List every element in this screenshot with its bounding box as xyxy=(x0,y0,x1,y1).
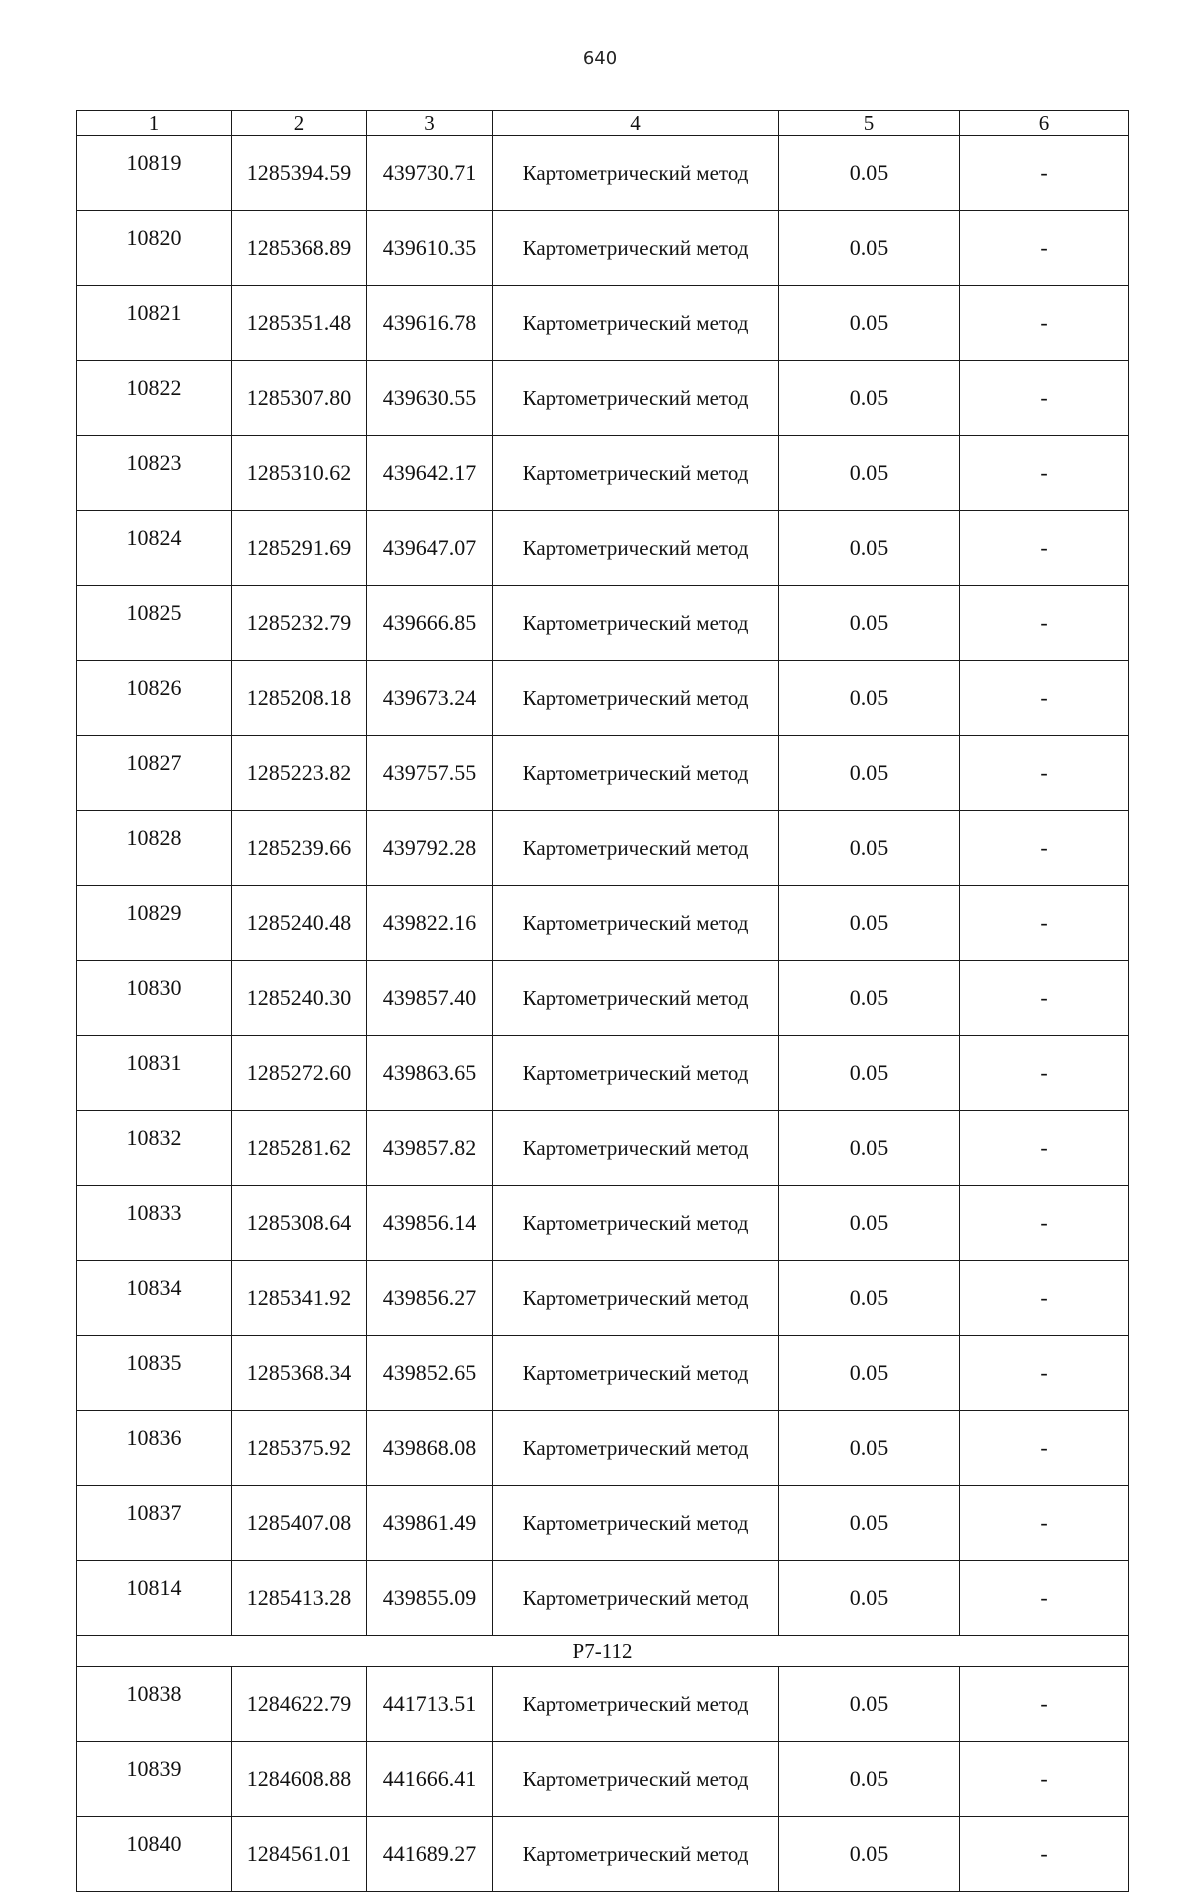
table-cell: 10839 xyxy=(77,1742,232,1817)
section-title-row xyxy=(77,1636,1129,1667)
table-cell: - xyxy=(960,1261,1129,1336)
table-cell: Картометрический метод xyxy=(493,661,779,736)
table-cell: 441689.27 xyxy=(367,1817,493,1892)
table-cell: Картометрический метод xyxy=(493,1111,779,1186)
table-cell: Картометрический метод xyxy=(493,1261,779,1336)
table-cell: - xyxy=(960,1036,1129,1111)
table-body xyxy=(77,111,1129,1892)
table-cell: 1285208.18 xyxy=(232,661,367,736)
table-row xyxy=(77,136,1129,211)
header-cell: 5 xyxy=(779,111,960,136)
table-row xyxy=(77,1561,1129,1636)
table-cell: 1285223.82 xyxy=(232,736,367,811)
table-cell: 439857.82 xyxy=(367,1111,493,1186)
table-cell: 10819 xyxy=(77,136,232,211)
table-cell: 0.05 xyxy=(779,1336,960,1411)
table-row xyxy=(77,1336,1129,1411)
table-cell: 1285413.28 xyxy=(232,1561,367,1636)
header-cell: 3 xyxy=(367,111,493,136)
table-cell: 10814 xyxy=(77,1561,232,1636)
table-cell: 10828 xyxy=(77,811,232,886)
page-number: 640 xyxy=(582,48,618,69)
table-cell: Картометрический метод xyxy=(493,136,779,211)
table-cell: 439863.65 xyxy=(367,1036,493,1111)
table-cell: 439610.35 xyxy=(367,211,493,286)
table-cell: - xyxy=(960,886,1129,961)
coordinates-table xyxy=(76,110,1129,1892)
table-cell: Картометрический метод xyxy=(493,436,779,511)
table-cell: 0.05 xyxy=(779,1561,960,1636)
table-row xyxy=(77,211,1129,286)
table-cell: 441713.51 xyxy=(367,1667,493,1742)
table-cell: 439822.16 xyxy=(367,886,493,961)
table-cell: 10820 xyxy=(77,211,232,286)
table-cell: 10829 xyxy=(77,886,232,961)
table-cell: 439630.55 xyxy=(367,361,493,436)
table-row xyxy=(77,1742,1129,1817)
table-cell: - xyxy=(960,511,1129,586)
table-cell: 1285281.62 xyxy=(232,1111,367,1186)
table-cell: 0.05 xyxy=(779,136,960,211)
table-cell: 1285368.34 xyxy=(232,1336,367,1411)
table-cell: Картометрический метод xyxy=(493,736,779,811)
table-cell: 1285240.48 xyxy=(232,886,367,961)
table-cell: 1284622.79 xyxy=(232,1667,367,1742)
table-cell: 439857.40 xyxy=(367,961,493,1036)
table-cell: 0.05 xyxy=(779,961,960,1036)
table-cell: - xyxy=(960,1742,1129,1817)
table-cell: - xyxy=(960,286,1129,361)
table-cell: Картометрический метод xyxy=(493,1411,779,1486)
table-cell: 1285341.92 xyxy=(232,1261,367,1336)
table-cell: - xyxy=(960,1111,1129,1186)
table-cell: 10825 xyxy=(77,586,232,661)
table-cell: Картометрический метод xyxy=(493,586,779,661)
table-cell: - xyxy=(960,1411,1129,1486)
table-cell: 10834 xyxy=(77,1261,232,1336)
table-cell: Картометрический метод xyxy=(493,1817,779,1892)
table-cell: 439616.78 xyxy=(367,286,493,361)
table-row xyxy=(77,1486,1129,1561)
table-cell: - xyxy=(960,586,1129,661)
table-cell: 0.05 xyxy=(779,436,960,511)
table-cell: 439647.07 xyxy=(367,511,493,586)
table-cell: 1285272.60 xyxy=(232,1036,367,1111)
header-cell: 2 xyxy=(232,111,367,136)
table-cell: 0.05 xyxy=(779,1742,960,1817)
table-row xyxy=(77,436,1129,511)
table-cell: - xyxy=(960,1817,1129,1892)
table-cell: 0.05 xyxy=(779,511,960,586)
table-cell: 0.05 xyxy=(779,1817,960,1892)
table-cell: 1285308.64 xyxy=(232,1186,367,1261)
table-cell: 10826 xyxy=(77,661,232,736)
table-cell: 10840 xyxy=(77,1817,232,1892)
table-cell: 1285310.62 xyxy=(232,436,367,511)
table-cell: Картометрический метод xyxy=(493,1186,779,1261)
table-row xyxy=(77,1411,1129,1486)
table-row xyxy=(77,961,1129,1036)
table-cell: Картометрический метод xyxy=(493,286,779,361)
table-cell: 10835 xyxy=(77,1336,232,1411)
table-row xyxy=(77,361,1129,436)
table-cell: 0.05 xyxy=(779,1261,960,1336)
table-cell: 0.05 xyxy=(779,886,960,961)
header-cell: 4 xyxy=(493,111,779,136)
header-cell: 1 xyxy=(77,111,232,136)
table-cell: Картометрический метод xyxy=(493,1742,779,1817)
table-cell: 10830 xyxy=(77,961,232,1036)
table-cell: - xyxy=(960,1667,1129,1742)
table-cell: Картометрический метод xyxy=(493,1336,779,1411)
table-cell: 439642.17 xyxy=(367,436,493,511)
table-cell: 0.05 xyxy=(779,361,960,436)
table-cell: - xyxy=(960,136,1129,211)
table-row xyxy=(77,1261,1129,1336)
table-cell: 1285351.48 xyxy=(232,286,367,361)
table-cell: 1284608.88 xyxy=(232,1742,367,1817)
table-cell: 1285375.92 xyxy=(232,1411,367,1486)
table-cell: - xyxy=(960,811,1129,886)
table-cell: 10838 xyxy=(77,1667,232,1742)
table-cell: Картометрический метод xyxy=(493,511,779,586)
section-title: Р7-112 xyxy=(77,1636,1129,1667)
table-cell: - xyxy=(960,361,1129,436)
table-row xyxy=(77,1186,1129,1261)
table-cell: Картометрический метод xyxy=(493,1561,779,1636)
table-cell: 10822 xyxy=(77,361,232,436)
table-cell: - xyxy=(960,1561,1129,1636)
table-cell: 439856.27 xyxy=(367,1261,493,1336)
table-cell: - xyxy=(960,1486,1129,1561)
table-cell: 439855.09 xyxy=(367,1561,493,1636)
table-cell: 439757.55 xyxy=(367,736,493,811)
table-cell: 0.05 xyxy=(779,811,960,886)
table-cell: 439856.14 xyxy=(367,1186,493,1261)
table-cell: 0.05 xyxy=(779,1036,960,1111)
table-cell: 10824 xyxy=(77,511,232,586)
table-cell: Картометрический метод xyxy=(493,361,779,436)
table-row xyxy=(77,1667,1129,1742)
table-row xyxy=(77,886,1129,961)
table-cell: 1285291.69 xyxy=(232,511,367,586)
table-cell: 10831 xyxy=(77,1036,232,1111)
table-cell: 1285232.79 xyxy=(232,586,367,661)
table-cell: - xyxy=(960,736,1129,811)
table-row xyxy=(77,586,1129,661)
table-cell: 439868.08 xyxy=(367,1411,493,1486)
table-cell: 1285240.30 xyxy=(232,961,367,1036)
table-cell: 1284561.01 xyxy=(232,1817,367,1892)
table-cell: Картометрический метод xyxy=(493,211,779,286)
table-cell: Картометрический метод xyxy=(493,1036,779,1111)
table-cell: 0.05 xyxy=(779,1667,960,1742)
table-row xyxy=(77,736,1129,811)
table-cell: 439861.49 xyxy=(367,1486,493,1561)
table-cell: 0.05 xyxy=(779,1111,960,1186)
header-row xyxy=(77,111,1129,136)
table-cell: Картометрический метод xyxy=(493,811,779,886)
header-cell: 6 xyxy=(960,111,1129,136)
table-cell: Картометрический метод xyxy=(493,886,779,961)
table-cell: 0.05 xyxy=(779,1486,960,1561)
table-cell: 0.05 xyxy=(779,661,960,736)
table-cell: 0.05 xyxy=(779,736,960,811)
table-cell: 10836 xyxy=(77,1411,232,1486)
table-cell: Картометрический метод xyxy=(493,961,779,1036)
table-cell: 1285407.08 xyxy=(232,1486,367,1561)
table-row xyxy=(77,1817,1129,1892)
table-cell: 0.05 xyxy=(779,1411,960,1486)
table-cell: - xyxy=(960,961,1129,1036)
table-row xyxy=(77,661,1129,736)
table-cell: 0.05 xyxy=(779,1186,960,1261)
table-cell: 10833 xyxy=(77,1186,232,1261)
table-cell: 439666.85 xyxy=(367,586,493,661)
table-cell: 0.05 xyxy=(779,211,960,286)
table-row xyxy=(77,811,1129,886)
table-row xyxy=(77,1036,1129,1111)
table-cell: 0.05 xyxy=(779,586,960,661)
table-cell: 10827 xyxy=(77,736,232,811)
table-cell: 1285307.80 xyxy=(232,361,367,436)
table-row xyxy=(77,1111,1129,1186)
table-cell: 439730.71 xyxy=(367,136,493,211)
table-cell: 439673.24 xyxy=(367,661,493,736)
table-cell: 439852.65 xyxy=(367,1336,493,1411)
table-cell: - xyxy=(960,1186,1129,1261)
table-cell: 10837 xyxy=(77,1486,232,1561)
table-cell: 441666.41 xyxy=(367,1742,493,1817)
table-cell: 10821 xyxy=(77,286,232,361)
table-row xyxy=(77,511,1129,586)
table-cell: 10832 xyxy=(77,1111,232,1186)
table-cell: 439792.28 xyxy=(367,811,493,886)
table-cell: - xyxy=(960,1336,1129,1411)
table-cell: 1285394.59 xyxy=(232,136,367,211)
table-cell: - xyxy=(960,211,1129,286)
table-cell: 1285368.89 xyxy=(232,211,367,286)
table-cell: Картометрический метод xyxy=(493,1667,779,1742)
table-row xyxy=(77,286,1129,361)
table-cell: Картометрический метод xyxy=(493,1486,779,1561)
table-cell: - xyxy=(960,661,1129,736)
table-cell: 10823 xyxy=(77,436,232,511)
table-cell: - xyxy=(960,436,1129,511)
table-cell: 0.05 xyxy=(779,286,960,361)
table-cell: 1285239.66 xyxy=(232,811,367,886)
